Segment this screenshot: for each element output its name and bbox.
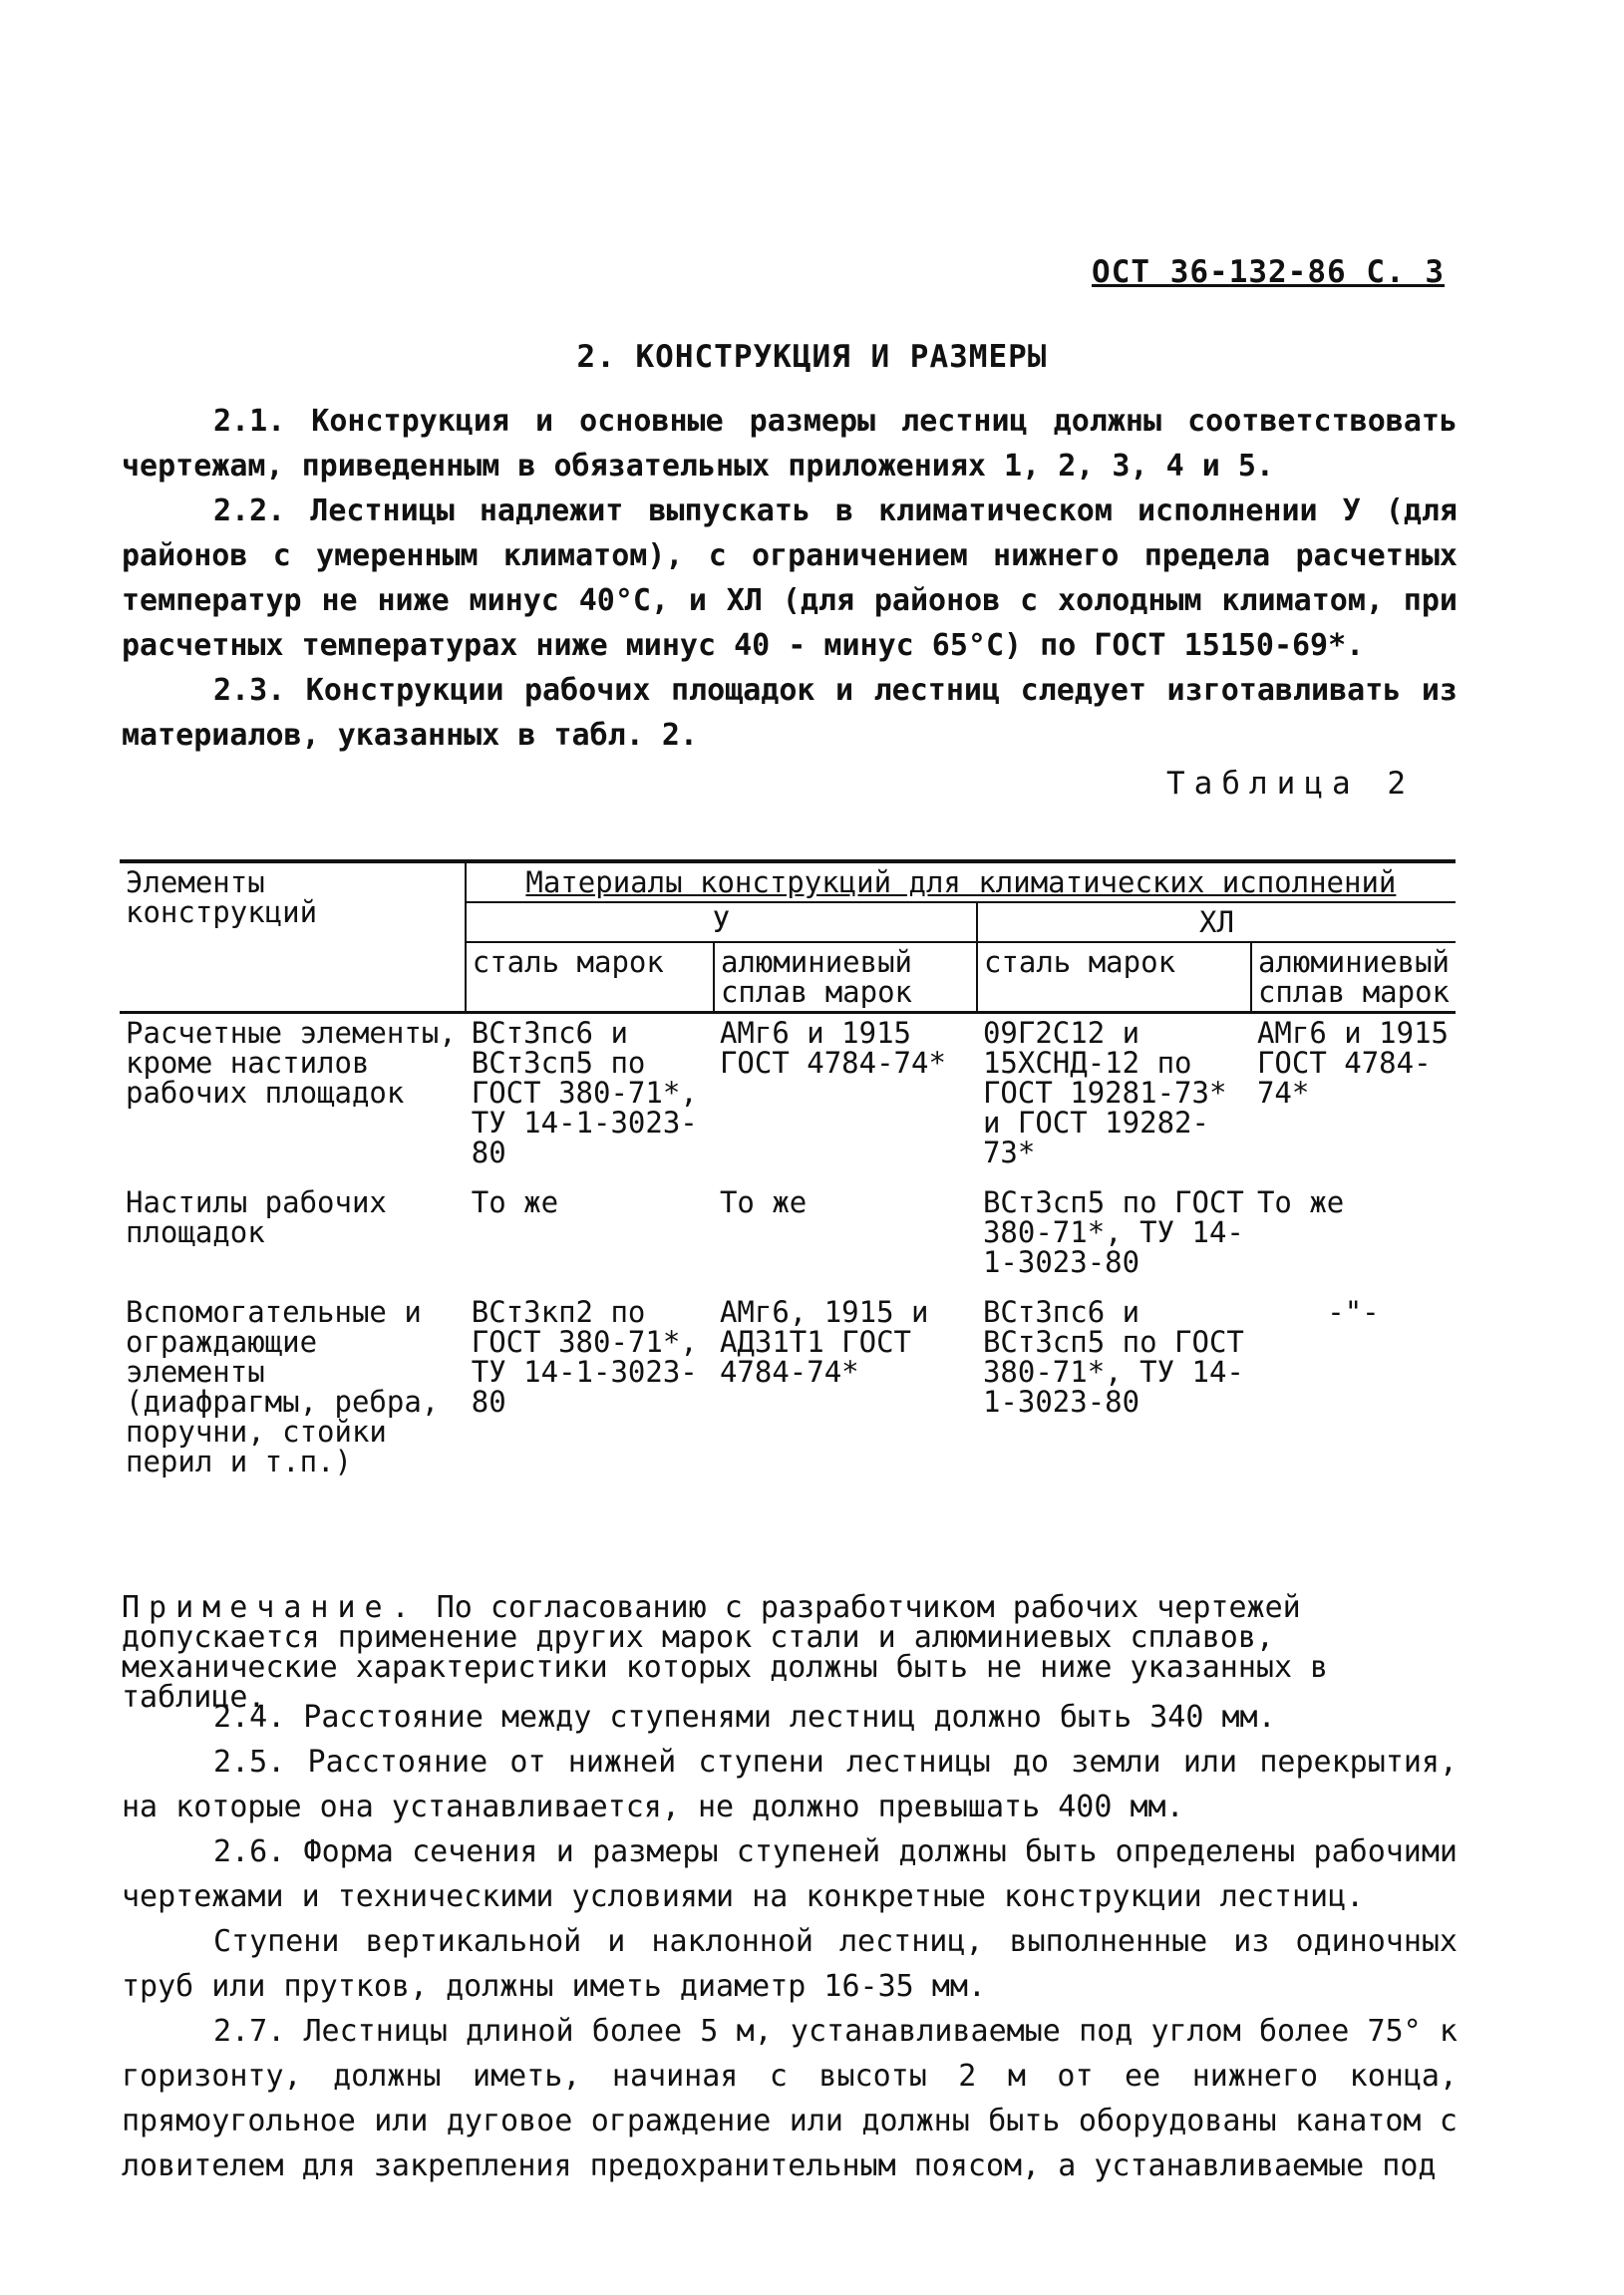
row-hl-steel: ВСт3пс6 и ВСт3сп5 по ГОСТ 380-71*, ТУ 14-1-3023-80 — [982, 1295, 1244, 1419]
table-row — [120, 1281, 1456, 1480]
row-hl-alu: -"- — [1327, 1295, 1380, 1329]
header-u-steel: сталь марок — [466, 942, 714, 1013]
header-elements: Элементы конструкций — [120, 861, 466, 1013]
row-element: Расчетные элементы, кроме настилов рабочих площадок — [126, 1016, 457, 1110]
row-u-alu: АМг6 и 1915 ГОСТ 4784-74* — [719, 1016, 946, 1080]
header-hl-steel: сталь марок — [977, 942, 1251, 1013]
row-hl-steel: ВСт3сп5 по ГОСТ 380-71*, ТУ 14-1-3023-80 — [982, 1185, 1244, 1279]
row-hl-steel: 09Г2С12 и 15ХСНД-12 по ГОСТ 19281-73* и ГОСТ 19282-73* — [982, 1016, 1227, 1169]
header-climate-hl: ХЛ — [977, 902, 1456, 942]
section-title: 2. КОНСТРУКЦИЯ И РАЗМЕРЫ — [576, 339, 1048, 375]
header-u-alu: алюминиевый сплав марок — [714, 942, 977, 1013]
paragraph-2-2: 2.2. Лестницы надлежит выпускать в климатическом исполнении У (для районов с умеренным климатом), с ограничением нижнего предела расчетных температур не ниже минус 40°С, и ХЛ (для районов с холодным климатом, при расчетных температурах ниже минус 40 - минус 65°С) по ГОСТ 15150-69*. — [122, 493, 1458, 663]
document-reference: ОСТ 36-132-86 С. 3 — [1092, 254, 1445, 290]
paragraphs-top — [122, 399, 1458, 758]
row-u-alu: АМг6, 1915 и АД31Т1 ГОСТ 4784-74* — [719, 1295, 929, 1389]
row-u-steel: ВСт3кп2 по ГОСТ 380-71*, ТУ 14-1-3023-80 — [471, 1295, 698, 1419]
row-element: Вспомогательные и ограждающие элементы (диафрагмы, ребра, поручни, стойки перил и т.п.) — [126, 1295, 440, 1478]
header-hl-alu: алюминиевый сплав марок — [1251, 942, 1456, 1013]
paragraph-2-3: 2.3. Конструкции рабочих площадок и лестниц следует изготавливать из материалов, указанных в табл. 2. — [122, 673, 1458, 753]
note-text: По согласованию с разработчиком рабочих чертежей допускается применение других марок стали и алюминиевых сплавов, механические характеристики которых должны быть не ниже указанных в таблице. — [122, 1590, 1329, 1715]
table-row — [120, 1013, 1456, 1172]
header-climate-u: У — [466, 902, 977, 942]
paragraph-2-6: 2.6. Форма сечения и размеры ступеней должны быть определены рабочими чертежами и техническими условиями на конкретные конструкции лестниц. — [122, 1834, 1458, 1914]
header-materials: Материалы конструкций для климатических исполнений — [466, 861, 1456, 902]
row-element: Настилы рабочих площадок — [126, 1185, 387, 1249]
table-row — [120, 1171, 1456, 1281]
paragraph-2-7: 2.7. Лестницы длиной более 5 м, устанавливаемые под углом более 75° к горизонту, должны иметь, начиная с высоты 2 м от ее нижнего конца, прямоугольное или дуговое ограждение или должны быть оборудованы канатом с ловителем для закрепления предохранительным поясом, а устанавливаемые под — [122, 2014, 1458, 2183]
table-caption: Таблица 2 — [1166, 766, 1415, 802]
paragraphs-bottom — [122, 1695, 1458, 2188]
row-u-steel: То же — [471, 1185, 559, 1219]
row-u-steel: ВСт3пс6 и ВСт3сп5 по ГОСТ 380-71*, ТУ 14-1-3023-80 — [471, 1016, 698, 1169]
note-label: Примечание. — [122, 1590, 419, 1625]
paragraph-2-4: 2.4. Расстояние между ступенями лестниц должно быть 340 мм. — [213, 1700, 1276, 1735]
row-hl-alu: То же — [1256, 1185, 1345, 1219]
materials-table — [120, 859, 1456, 1480]
paragraph-2-5: 2.5. Расстояние от нижней ступени лестницы до земли или перекрытия, на которые она устанавливается, не должно превышать 400 мм. — [122, 1745, 1458, 1824]
row-hl-alu: АМг6 и 1915 ГОСТ 4784-74* — [1256, 1016, 1449, 1110]
row-u-alu: То же — [719, 1185, 808, 1219]
paragraph-2-1: 2.1. Конструкция и основные размеры лестниц должны соответствовать чертежам, приведенным в обязательных приложениях 1, 2, 3, 4 и 5. — [122, 404, 1458, 484]
paragraph-steps-diameter: Ступени вертикальной и наклонной лестниц, выполненные из одиночных труб или прутков, должны иметь диаметр 16-35 мм. — [122, 1924, 1458, 2004]
